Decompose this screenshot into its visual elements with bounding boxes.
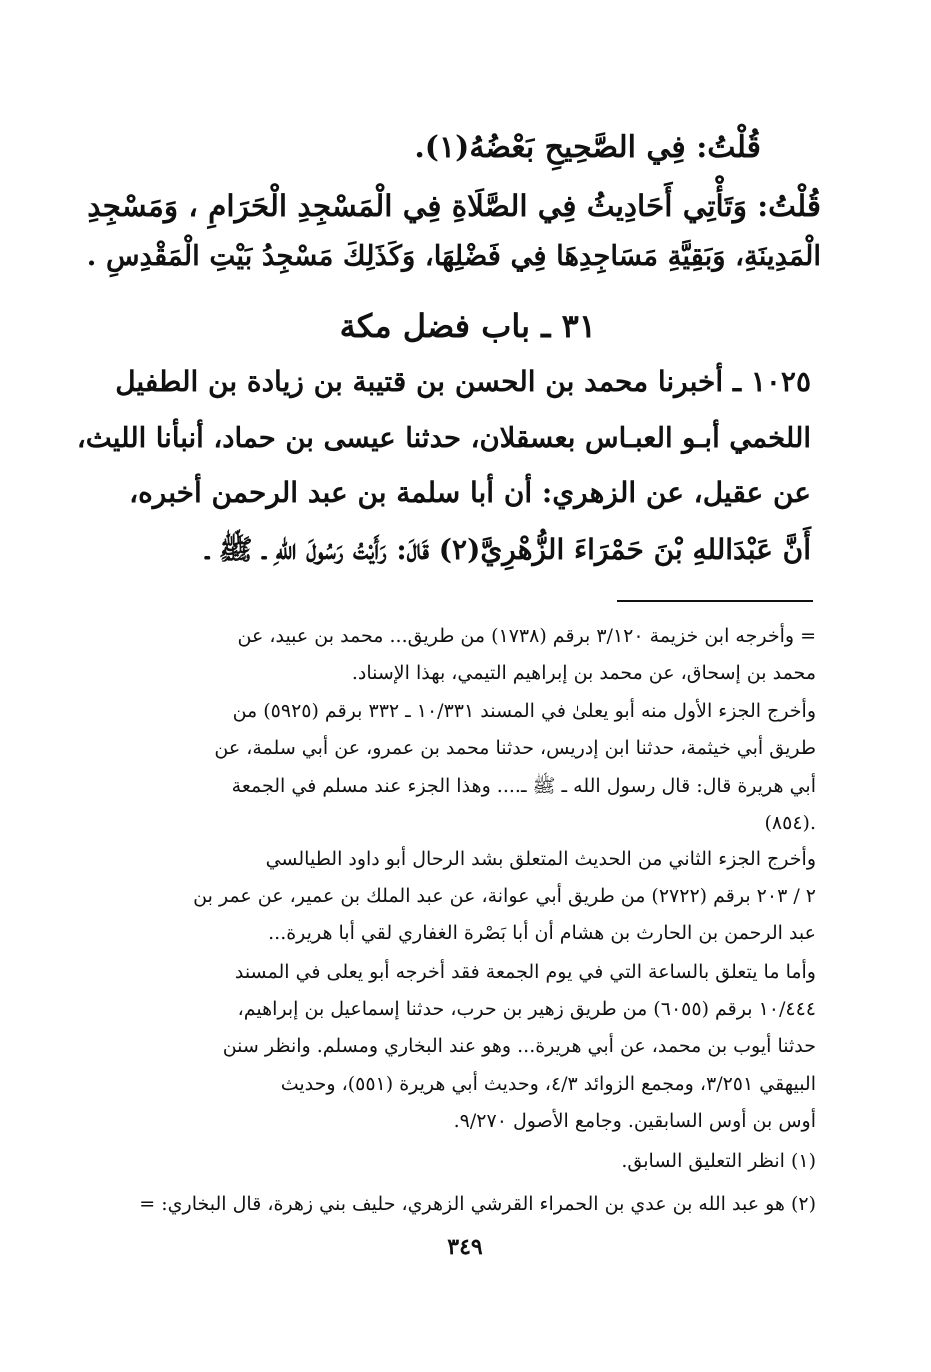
hadith-line-4: أَنَّ عَبْدَاللهِ بْنَ حَمْرَاءَ الزُّهْرِيَّ(٢) قَالَ: رَأَيْتُ رَسُولَ اللهِ ـ ﷺ ـ (205, 533, 811, 566)
hadith-line-2: اللخمي أبـو العبـاس بعسقلان، حدثنا عيسى بن حماد، أنبأنا الليث، (76, 422, 811, 454)
footnote-line: حدثنا أيوب بن محمد، عن أبي هريرة... وهو عند البخاري ومسلم. وانظر سنن (222, 1035, 816, 1057)
footnote-line: طريق أبي خيثمة، حدثنا ابن إدريس، حدثنا محمد بن عمرو، عن أبي سلمة، عن (214, 737, 816, 759)
main-text-line-2: قُلْتُ: وَتَأْتِي أَحَادِيثُ فِي الصَّلَاةِ فِي الْمَسْجِدِ الْحَرَامِ ، وَمَسْجِدِ (87, 188, 821, 223)
footnote-line: البيهقي ٣/٢٥١، ومجمع الزوائد ٤/٣، وحديث أبي هريرة (٥٥١)، وحديث (280, 1073, 816, 1095)
footnote-line: (٨٥٤). (764, 812, 816, 834)
footnote-line: أبي هريرة قال: قال رسول الله ـ ﷺ ـ.... وهذا الجزء عند مسلم في الجمعة (231, 775, 816, 797)
footnote-line: = وأخرجه ابن خزيمة ٣/١٢٠ برقم (١٧٣٨) من طريق... محمد بن عبيد، عن (237, 625, 816, 647)
footnote-separator (617, 600, 813, 602)
footnote-line: أوس بن أوس السابقين. وجامع الأصول ٩/٢٧٠. (453, 1110, 816, 1132)
footnote-line: وأما ما يتعلق بالساعة التي في يوم الجمعة فقد أخرجه أبو يعلى في المسند (234, 961, 816, 983)
main-text-line-1: قُلْتُ: فِي الصَّحِيحِ بَعْضُهُ(١). (414, 130, 761, 165)
footnote-line: ١٠/٤٤٤ برقم (٦٠٥٥) من طريق زهير بن حرب، حدثنا إسماعيل بن إبراهيم، (237, 998, 816, 1020)
footnote-line: محمد بن إسحاق، عن محمد بن إبراهيم التيمي، بهذا الإسناد. (351, 662, 816, 684)
chapter-heading: ٣١ ـ باب فضل مكة (339, 307, 596, 345)
footnote-2: (٢) هو عبد الله بن عدي بن الحمراء القرشي الزهري، حليف بني زهرة، قال البخاري: = (139, 1193, 816, 1215)
page-number: ٣٤٩ (447, 1234, 483, 1260)
footnote-line: وأخرج الجزء الثاني من الحديث المتعلق بشد الرحال أبو داود الطيالسي (265, 848, 816, 870)
main-text-line-3: الْمَدِينَةِ، وَبَقِيَّةِ مَسَاجِدِهَا فِي فَضْلِهَا، وَكَذَلِكَ مَسْجِدُ بَيْتِ الْمَقْدِسِ . (86, 240, 821, 272)
footnote-line: وأخرج الجزء الأول منه أبو يعلىٰ في المسند ١٠/٣٣١ ـ ٣٣٢ برقم (٥٩٢٥) من (232, 700, 816, 722)
footnote-line: ٢ / ٢٠٣ برقم (٢٧٢٢) من طريق أبي عوانة، عن عبد الملك بن عمير، عن عمر بن (193, 885, 816, 907)
footnote-1: (١) انظر التعليق السابق. (621, 1150, 816, 1172)
hadith-line-3: عن عقيل، عن الزهري: أن أبا سلمة بن عبد الرحمن أخبره، (129, 476, 811, 509)
hadith-line-1: ١٠٢٥ ـ أخبرنا محمد بن الحسن بن قتيبة بن زيادة بن الطفيل (115, 365, 811, 398)
footnote-line: عبد الرحمن بن الحارث بن هشام أن أبا بَصْرة الغفاري لقي أبا هريرة... (268, 922, 816, 944)
